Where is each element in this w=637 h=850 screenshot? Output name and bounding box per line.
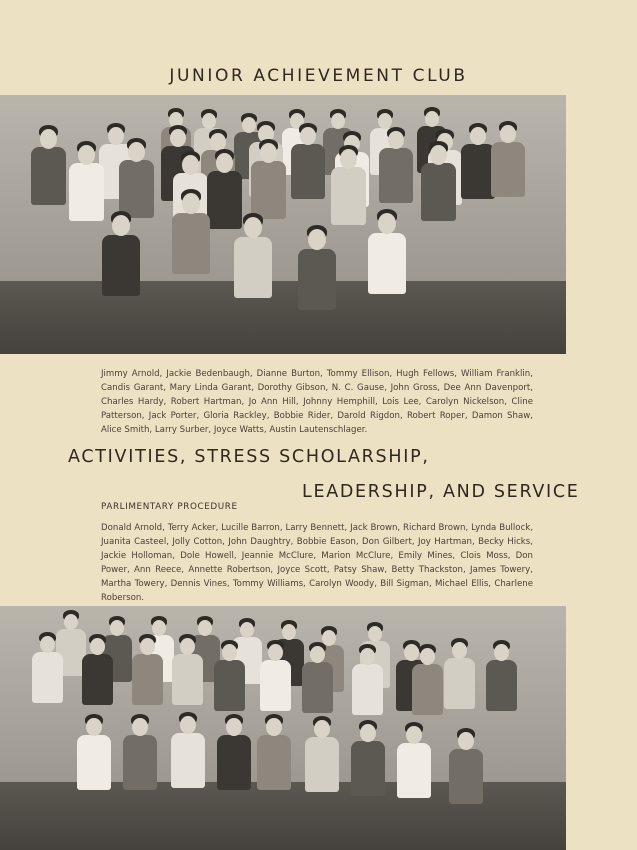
- club-member-names: Jimmy Arnold, Jackie Bedenbaugh, Dianne Burton, Tommy Ellison, Hugh Fellows, William Franklin, Candis Garant, Mary Linda Garant, Dorothy Gibson, N. C. Gause, John Gross, Dee Ann Davenport, Charles Hardy, Robert Hartman, Jo Ann Hill, Johnny Hemphill, Lois Lee, Carolyn Nickelson, Cline Patterson, Jack Porter, Gloria Rackley, Bobbie Rider, Darold Rigdon, Robert Roper, Damon Shaw, Alice Smith, Larry Surber, Joyce Watts, Austin Lautenschlager.: [101, 369, 533, 436]
- section-heading-line2: LEADERSHIP, AND SERVICE: [302, 482, 580, 502]
- photo-floor: [0, 281, 566, 354]
- club-title: JUNIOR ACHIEVEMENT CLUB: [169, 66, 468, 86]
- section-heading-line1: ACTIVITIES, STRESS SCHOLARSHIP,: [68, 447, 430, 467]
- procedure-subheading: PARLIMENTARY PROCEDURE: [101, 502, 238, 512]
- club-group-photo: [0, 95, 566, 354]
- procedure-member-names: Donald Arnold, Terry Acker, Lucille Barron, Larry Bennett, Jack Brown, Richard Brown, Lynda Bullock, Juanita Casteel, Jolly Cotton, John Daughtry, Bobbie Eason, Don Gilbert, Joy Hartman, Becky Hicks, Jackie Holloman, Dole Howell, Jeannie McClure, Marion McClure, Emily Mines, Clois Moss, Don Power, Ann Reece, Annette Robertson, Joyce Scott, Patsy Shaw, Betty Thackston, James Towery, Martha Towery, Dennis Vines, Tommy Williams, Carolyn Woody, Bill Sigman, Michael Ellis, Charlene Roberson.: [101, 523, 533, 604]
- procedure-group-photo: [0, 606, 566, 850]
